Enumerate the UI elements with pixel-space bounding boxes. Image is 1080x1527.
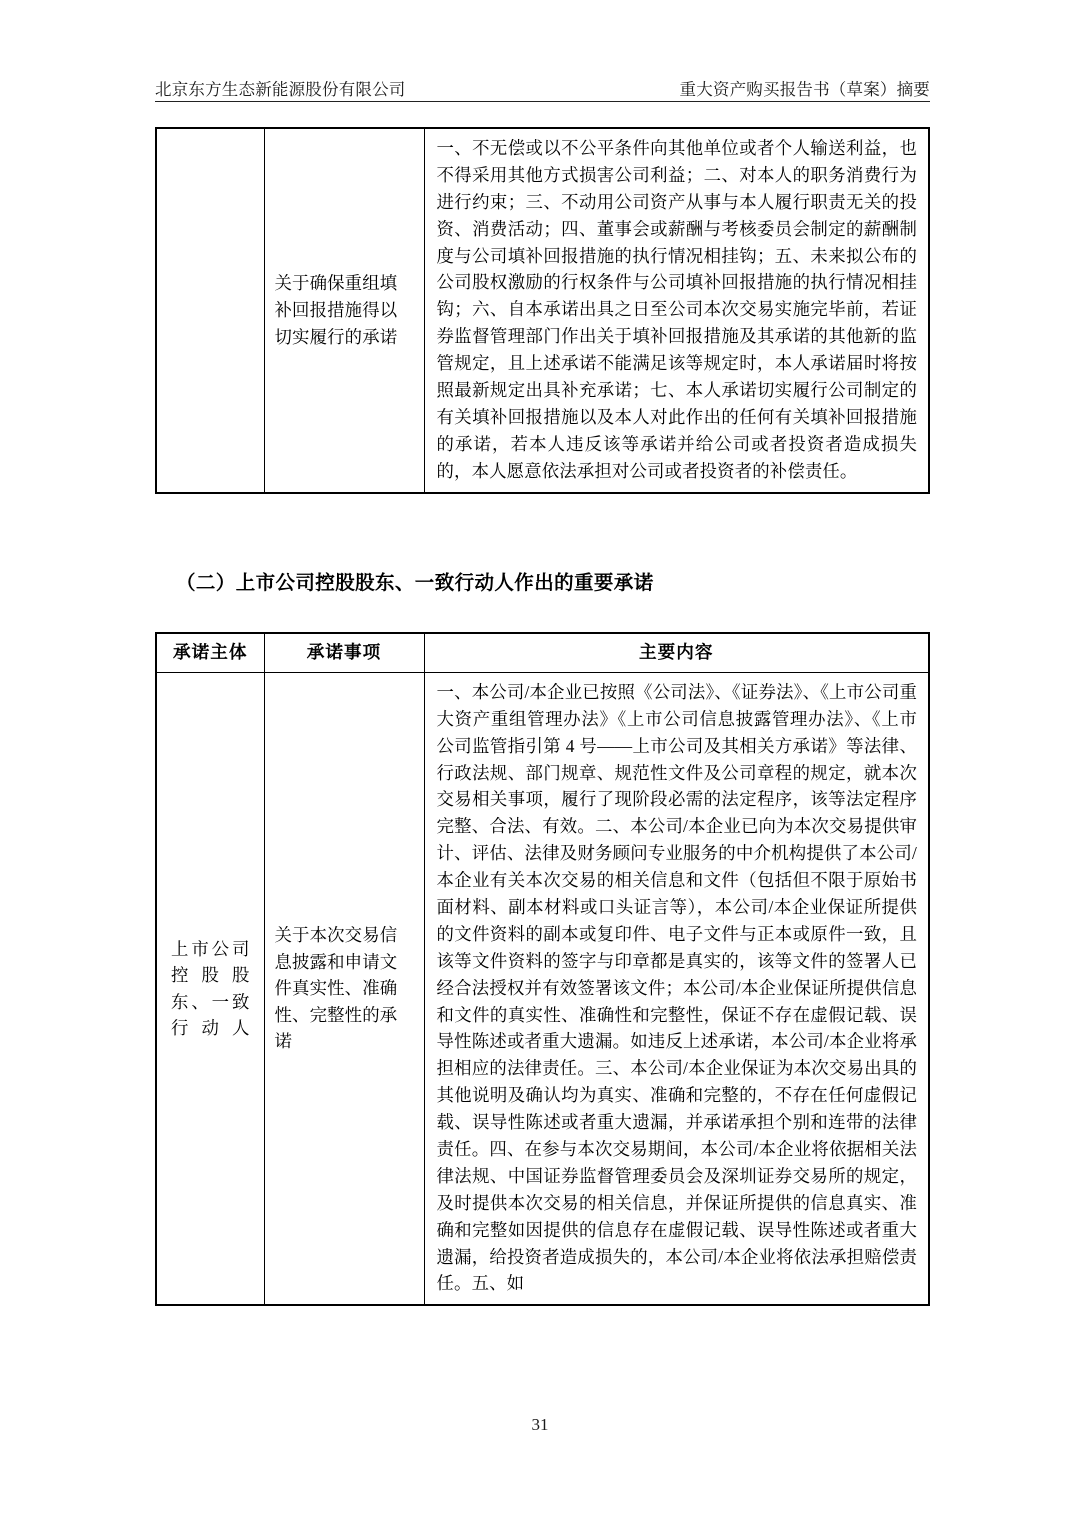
header-company-name: 北京东方生态新能源股份有限公司 [155,79,406,99]
table-row [156,128,929,493]
shareholder-content-text: 一、本公司/本企业已按照《公司法》、《证券法》、《上市公司重大资产重组管理办法》《上市公司信息披露管理办法》、《上市公司监管指引第 4 号——上市公司及其相关方承诺》等法律、行政法规、部门规章、规范性文件及公司章程的规定，就本次交易相关事项，履行了现阶段必需的法定程序，该等法定程序完整、合法、有效。二、本公司/本企业已向为本次交易提供审计、评估、法律及财务顾问专业服务的中介机构提供了本公司/本企业有关本次交易的相关信息和文件（包括但不限于原始书面材料、副本材料或口头证言等），本公司/本企业保证所提供的文件资料的副本或复印件、电子文件与正本或原件一致，且该等文件资料的签字与印章都是真实的，该等文件的签署人已经合法授权并有效签署该文件；本公司/本企业保证所提供信息和文件的真实性、准确性和完整性，保证不存在虚假记载、误导性陈述或者重大遗漏。如违反上述承诺，本公司/本企业将承担相应的法律责任。三、本公司/本企业保证为本次交易出具的其他说明及确认均为真实、准确和完整的，不存在任何虚假记载、误导性陈述或者重大遗漏，并承诺承担个别和连带的法律责任。四、在参与本次交易期间，本公司/本企业将依据相关法律法规、中国证券监督管理委员会及深圳证券交易所的规定，及时提供本次交易的相关信息，并保证所提供的信息真实、准确和完整如因提供的信息存在虚假记载、误导性陈述或者重大遗漏，给投资者造成损失的，本公司/本企业将依法承担赔偿责任。五、如 [436,681,917,1294]
cell-shareholder-content [424,672,929,1305]
commitment-content-text: 一、不无偿或以不公平条件向其他单位或者个人输送利益，也不得采用其他方式损害公司利益；二、对本人的职务消费行为进行约束；三、不动用公司资产从事与本人履行职责无关的投资、消费活动；四、董事会或薪酬与考核委员会制定的薪酬制度与公司填补回报措施的执行情况相挂钩；五、未来拟公布的公司股权激励的行权条件与公司填补回报措施的执行情况相挂钩；六、自本承诺出具之日至公司本次交易实施完毕前，若证券监督管理部门作出关于填补回报措施及其承诺的其他新的监管规定，且上述承诺不能满足该等规定时，本人承诺届时将按照最新规定出具补充承诺；七、本人承诺切实履行公司制定的有关填补回报措施以及本人对此作出的任何有关填补回报措施的承诺，若本人违反该等承诺并给公司或者投资者造成损失的，本人愿意依法承担对公司或者投资者的补偿责任。 [436,138,917,481]
cell-shareholder-subject [156,672,264,1305]
column-header-matter-text: 承诺事项 [306,642,382,662]
commitment-subject-text [157,305,264,315]
table-row [156,672,929,1305]
cell-commitment-subject [156,128,264,493]
column-header-subject [156,633,264,672]
shareholder-matter-text: 关于本次交易信息披露和申请文件真实性、准确性、完整性的承诺 [274,925,398,1052]
column-header-matter [264,633,424,672]
column-header-subject-text: 承诺主体 [173,642,248,662]
shareholder-subject-text: 上市公司控股股东、一致行动人 [171,938,250,1039]
cell-shareholder-matter [264,672,424,1305]
column-header-content [424,633,929,672]
controlling-shareholder-commitments-table [155,632,930,1306]
cell-commitment-content [424,128,929,493]
commitments-table-continued [155,127,930,494]
page-number: 31 [531,1415,549,1434]
section-heading: （二）上市公司控股股东、一致行动人作出的重要承诺 [176,571,654,594]
column-header-content-text: 主要内容 [639,642,714,662]
page-running-header [155,72,930,102]
cell-commitment-matter [264,128,424,493]
commitment-matter-text: 关于确保重组填补回报措施得以切实履行的承诺 [274,273,398,347]
table-header-row [156,633,929,672]
header-document-title: 重大资产购买报告书（草案）摘要 [679,79,930,99]
